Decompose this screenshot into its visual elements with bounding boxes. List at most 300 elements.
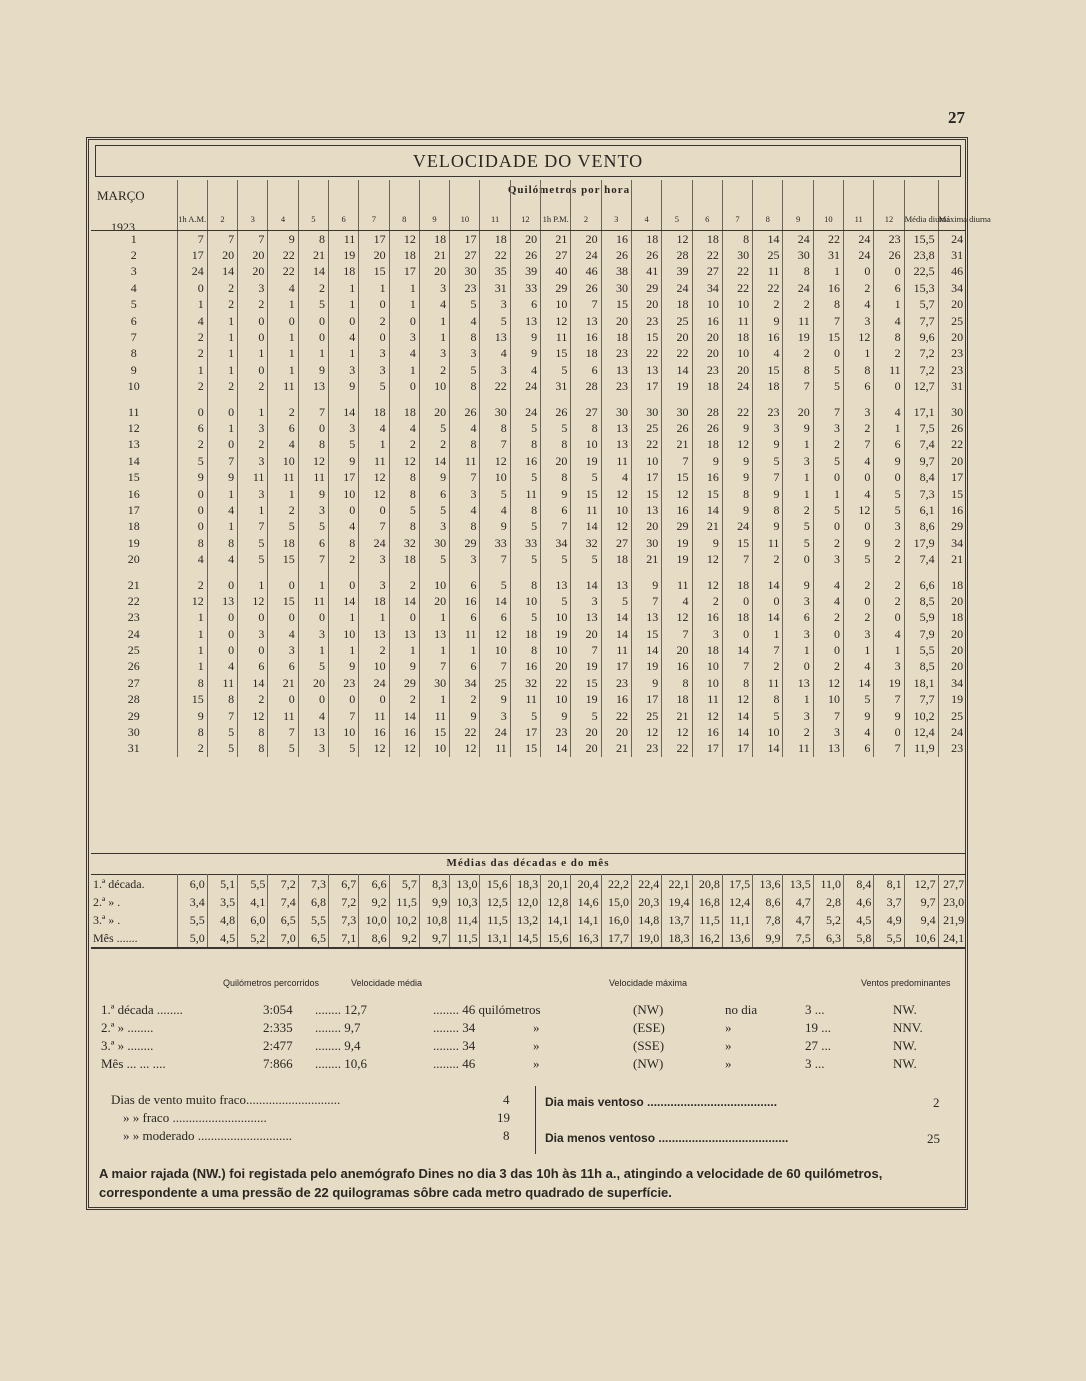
mean-cell: 12,7: [904, 875, 938, 894]
hour-header: 3: [238, 180, 268, 231]
hour-header: 9: [419, 180, 449, 231]
value-cell: 1: [207, 362, 237, 378]
value-cell: 2: [177, 379, 207, 395]
divider: [535, 1086, 536, 1154]
value-cell: 30: [631, 535, 661, 551]
value-cell: 5: [419, 551, 449, 567]
value-cell: 11: [359, 453, 389, 469]
value-cell: 4: [389, 420, 419, 436]
value-cell: 5: [419, 420, 449, 436]
value-cell: 9,7: [904, 453, 938, 469]
summary-nodia: »: [725, 1020, 732, 1035]
value-cell: 22: [631, 437, 661, 453]
value-cell: 2: [753, 551, 783, 567]
value-cell: 22: [813, 231, 843, 248]
value-cell: 12: [813, 675, 843, 691]
value-cell: 5: [480, 313, 510, 329]
value-cell: 14: [601, 626, 631, 642]
value-cell: 3: [238, 420, 268, 436]
value-cell: 19: [662, 535, 692, 551]
mean-cell: 3,4: [177, 893, 207, 911]
value-cell: 2: [389, 437, 419, 453]
value-cell: 12: [389, 231, 419, 248]
value-cell: 5,9: [904, 610, 938, 626]
value-cell: 29: [938, 519, 966, 535]
value-cell: 5: [753, 708, 783, 724]
value-cell: 5: [813, 502, 843, 518]
value-cell: 12: [298, 453, 328, 469]
value-cell: 1: [419, 329, 449, 345]
mean-cell: 7,3: [328, 911, 358, 929]
day-cell: 5: [130, 297, 137, 312]
value-cell: 0: [874, 379, 904, 395]
value-cell: 8: [844, 362, 874, 378]
value-cell: 5: [571, 708, 601, 724]
value-cell: 20: [359, 247, 389, 263]
value-cell: 1: [844, 642, 874, 658]
value-cell: 0: [389, 313, 419, 329]
value-cell: 25: [938, 313, 966, 329]
value-cell: 20: [571, 724, 601, 740]
value-cell: 30: [631, 404, 661, 420]
value-cell: 1: [298, 577, 328, 593]
hour-header: 4: [631, 180, 661, 231]
value-cell: 9: [328, 659, 358, 675]
value-cell: 0: [268, 577, 298, 593]
value-cell: 1: [177, 642, 207, 658]
day-cell: 17: [127, 502, 140, 517]
value-cell: 13: [631, 502, 661, 518]
mean-cell: 14,5: [510, 929, 540, 948]
value-cell: 0: [844, 264, 874, 280]
value-cell: 25: [938, 708, 966, 724]
value-cell: 15: [722, 535, 752, 551]
period-cell: Mês .......: [93, 930, 138, 945]
mean-cell: 9,9: [419, 893, 449, 911]
value-cell: 5: [510, 708, 540, 724]
hour-header: 7: [359, 180, 389, 231]
value-cell: 11: [571, 502, 601, 518]
value-cell: 20: [938, 297, 966, 313]
value-cell: 16: [662, 502, 692, 518]
value-cell: 0: [813, 626, 843, 642]
value-cell: 9: [753, 486, 783, 502]
value-cell: 5: [298, 519, 328, 535]
value-cell: 14: [571, 519, 601, 535]
summary-maxv: ........ 46 quilómetros: [433, 1002, 541, 1017]
value-cell: 28: [662, 247, 692, 263]
hour-header: 11: [844, 180, 874, 231]
value-cell: 8: [177, 724, 207, 740]
day-cell: 1: [130, 231, 137, 246]
day-cell: 18: [127, 519, 140, 534]
value-cell: 9: [510, 329, 540, 345]
weak-value: 19: [497, 1110, 510, 1125]
value-cell: 9: [541, 708, 571, 724]
value-cell: 1: [207, 346, 237, 362]
value-cell: 5: [238, 535, 268, 551]
summary-km: 7:866: [263, 1056, 293, 1071]
value-cell: 27: [571, 404, 601, 420]
mean-cell: 6,7: [328, 875, 358, 894]
value-cell: 30: [419, 675, 449, 691]
value-cell: 2: [874, 346, 904, 362]
value-cell: 9: [753, 519, 783, 535]
summary-maxv: ........ 34: [433, 1038, 476, 1053]
summary-avg: ........ 10,6: [315, 1056, 367, 1071]
value-cell: 5: [874, 486, 904, 502]
value-cell: 32: [389, 535, 419, 551]
value-cell: 26: [601, 247, 631, 263]
value-cell: 1: [298, 642, 328, 658]
value-cell: 18: [359, 593, 389, 609]
value-cell: 3: [450, 486, 480, 502]
value-cell: 2: [783, 346, 813, 362]
value-cell: 18: [938, 610, 966, 626]
hour-header: 9: [783, 180, 813, 231]
value-cell: 21: [298, 247, 328, 263]
value-cell: 10: [359, 659, 389, 675]
table-row: [91, 420, 966, 436]
value-cell: 26: [692, 420, 722, 436]
value-cell: 3: [844, 313, 874, 329]
wind-velocity-frame: [86, 137, 991, 1210]
value-cell: 0: [268, 313, 298, 329]
value-cell: 8: [510, 437, 540, 453]
value-cell: 3: [238, 626, 268, 642]
summary-day: 27 ...: [805, 1038, 831, 1053]
value-cell: 0: [813, 519, 843, 535]
value-cell: 12: [631, 724, 661, 740]
value-cell: 2: [753, 297, 783, 313]
summary-nodia: no dia: [725, 1002, 758, 1017]
mean-cell: 9,4: [904, 911, 938, 929]
value-cell: 18: [601, 551, 631, 567]
value-cell: 8: [510, 577, 540, 593]
value-cell: 20: [207, 247, 237, 263]
very-weak-value: 4: [503, 1092, 510, 1107]
value-cell: 1: [389, 642, 419, 658]
value-cell: 5: [783, 535, 813, 551]
value-cell: 17: [631, 379, 661, 395]
value-cell: 6: [783, 610, 813, 626]
value-cell: 5,7: [904, 297, 938, 313]
value-cell: 12: [389, 453, 419, 469]
mean-cell: 14,1: [541, 911, 571, 929]
mean-cell: 6,3: [813, 929, 843, 948]
value-cell: 0: [207, 610, 237, 626]
value-cell: 18: [692, 437, 722, 453]
value-cell: 17: [631, 692, 661, 708]
value-cell: 33: [480, 535, 510, 551]
value-cell: 8: [177, 675, 207, 691]
value-cell: 31: [938, 379, 966, 395]
value-cell: 1: [874, 420, 904, 436]
value-cell: 10: [631, 453, 661, 469]
value-cell: 14: [722, 708, 752, 724]
value-cell: 4: [662, 593, 692, 609]
value-cell: 6,1: [904, 502, 938, 518]
mean-cell: 4,5: [207, 929, 237, 948]
value-cell: 9: [207, 469, 237, 485]
mean-cell: 20,1: [541, 875, 571, 894]
value-cell: 27: [692, 264, 722, 280]
value-cell: 0: [177, 519, 207, 535]
value-cell: 4: [177, 551, 207, 567]
value-cell: 9: [480, 692, 510, 708]
value-cell: 1: [783, 692, 813, 708]
mean-cell: 11,5: [692, 911, 722, 929]
value-cell: 7: [207, 453, 237, 469]
value-cell: 4: [601, 469, 631, 485]
value-cell: 4: [450, 313, 480, 329]
table-row: [91, 551, 966, 567]
value-cell: 5: [328, 437, 358, 453]
value-cell: 9: [177, 708, 207, 724]
mean-cell: 7,8: [753, 911, 783, 929]
value-cell: 7: [328, 708, 358, 724]
value-cell: 6,6: [904, 577, 938, 593]
value-cell: 2: [207, 297, 237, 313]
value-cell: 11: [692, 692, 722, 708]
value-cell: 22: [631, 346, 661, 362]
value-cell: 30: [450, 264, 480, 280]
means-caption: Médias das décadas e do mês: [91, 853, 965, 869]
value-cell: 9: [177, 469, 207, 485]
value-cell: 3: [874, 519, 904, 535]
value-cell: 9: [722, 469, 752, 485]
value-cell: 1: [207, 313, 237, 329]
mean-cell: 5,2: [238, 929, 268, 948]
mean-cell: 5,5: [298, 911, 328, 929]
value-cell: 2: [844, 280, 874, 296]
value-cell: 0: [813, 346, 843, 362]
mean-cell: 4,7: [783, 893, 813, 911]
value-cell: 0: [177, 280, 207, 296]
value-cell: 2: [813, 535, 843, 551]
value-cell: 23: [601, 346, 631, 362]
value-cell: 1: [419, 692, 449, 708]
value-cell: 10: [722, 346, 752, 362]
value-cell: 16: [753, 329, 783, 345]
value-cell: 17: [722, 741, 752, 757]
mean-cell: 20,3: [631, 893, 661, 911]
value-cell: 15: [268, 551, 298, 567]
value-cell: 1: [450, 642, 480, 658]
value-cell: 22: [938, 437, 966, 453]
value-cell: 19: [571, 692, 601, 708]
value-cell: 9,6: [904, 329, 938, 345]
table-row: [91, 437, 966, 453]
value-cell: 8: [328, 535, 358, 551]
value-cell: 18: [692, 379, 722, 395]
value-cell: 18,1: [904, 675, 938, 691]
value-cell: 31: [938, 247, 966, 263]
header-winds: Ventos predominantes: [861, 978, 951, 988]
value-cell: 20: [571, 741, 601, 757]
value-cell: 16: [450, 593, 480, 609]
value-cell: 11: [783, 741, 813, 757]
value-cell: 7: [238, 519, 268, 535]
value-cell: 8: [389, 486, 419, 502]
value-cell: 9: [298, 486, 328, 502]
value-cell: 12: [601, 486, 631, 502]
value-cell: 16: [938, 502, 966, 518]
value-cell: 0: [298, 329, 328, 345]
value-cell: 0: [844, 593, 874, 609]
value-cell: 1: [177, 610, 207, 626]
day-cell: 13: [127, 437, 140, 452]
value-cell: 3: [268, 642, 298, 658]
value-cell: 15: [601, 297, 631, 313]
value-cell: 7: [238, 231, 268, 248]
value-cell: 8: [207, 692, 237, 708]
value-cell: 10: [692, 659, 722, 675]
mean-cell: 4,1: [238, 893, 268, 911]
value-cell: 19: [631, 659, 661, 675]
day-cell: 29: [127, 708, 140, 723]
value-cell: 7: [844, 437, 874, 453]
value-cell: 23: [541, 724, 571, 740]
value-cell: 9: [783, 420, 813, 436]
value-cell: 0: [874, 724, 904, 740]
value-cell: 1: [207, 519, 237, 535]
mean-cell: 13,7: [662, 911, 692, 929]
value-cell: 23: [874, 231, 904, 248]
table-row: [91, 708, 966, 724]
value-cell: 23: [601, 675, 631, 691]
value-cell: 1: [783, 486, 813, 502]
summary-label: Mês ... ... ....: [101, 1056, 166, 1071]
value-cell: 15,3: [904, 280, 938, 296]
value-cell: 1: [419, 642, 449, 658]
value-cell: 5: [571, 469, 601, 485]
value-cell: 3: [298, 741, 328, 757]
value-cell: 20: [938, 329, 966, 345]
summary-row: [93, 1056, 963, 1074]
value-cell: 1: [238, 502, 268, 518]
value-cell: 26: [662, 420, 692, 436]
value-cell: 6: [419, 486, 449, 502]
mean-cell: 10,6: [904, 929, 938, 948]
value-cell: 21: [419, 247, 449, 263]
value-cell: 12: [692, 577, 722, 593]
value-cell: 0: [328, 502, 358, 518]
value-cell: 3: [813, 724, 843, 740]
value-cell: 20: [238, 247, 268, 263]
value-cell: 22: [692, 247, 722, 263]
value-cell: 2: [844, 610, 874, 626]
value-cell: 1: [753, 626, 783, 642]
value-cell: 20: [419, 264, 449, 280]
value-cell: 18: [662, 692, 692, 708]
value-cell: 17: [328, 469, 358, 485]
value-cell: 26: [450, 404, 480, 420]
value-cell: 1: [419, 313, 449, 329]
value-cell: 8: [662, 675, 692, 691]
value-cell: 3: [753, 420, 783, 436]
day-cell: 7: [130, 330, 137, 345]
value-cell: 0: [753, 593, 783, 609]
value-cell: 14: [298, 264, 328, 280]
value-cell: 1: [874, 642, 904, 658]
value-cell: 0: [844, 519, 874, 535]
value-cell: 33: [510, 535, 540, 551]
value-cell: 4: [268, 626, 298, 642]
value-cell: 34: [938, 675, 966, 691]
value-cell: 16: [813, 280, 843, 296]
value-cell: 0: [874, 610, 904, 626]
value-cell: 19: [541, 626, 571, 642]
mean-cell: 7,2: [328, 893, 358, 911]
value-cell: 12: [662, 610, 692, 626]
value-cell: 12,4: [904, 724, 938, 740]
mean-cell: 9,2: [359, 893, 389, 911]
value-cell: 2: [238, 379, 268, 395]
hour-header: 6: [692, 180, 722, 231]
summary-wind: NW.: [893, 1002, 917, 1017]
value-cell: 7,2: [904, 362, 938, 378]
value-cell: 1: [419, 610, 449, 626]
hour-header: 3: [601, 180, 631, 231]
value-cell: 15: [571, 486, 601, 502]
value-cell: 15: [571, 675, 601, 691]
value-cell: 15,5: [904, 231, 938, 248]
value-cell: 23: [938, 346, 966, 362]
value-cell: 19: [571, 453, 601, 469]
value-cell: 0: [328, 577, 358, 593]
value-cell: 10: [328, 724, 358, 740]
mean-cell: 5,5: [874, 929, 904, 948]
value-cell: 26: [938, 420, 966, 436]
value-cell: 30: [601, 280, 631, 296]
value-cell: 14: [571, 577, 601, 593]
value-cell: 15: [813, 329, 843, 345]
value-cell: 4: [844, 659, 874, 675]
mean-cell: 11,4: [450, 911, 480, 929]
value-cell: 13: [298, 724, 328, 740]
value-cell: 23: [328, 675, 358, 691]
value-cell: 9: [510, 346, 540, 362]
value-cell: 1: [359, 610, 389, 626]
value-cell: 29: [389, 675, 419, 691]
value-cell: 12: [662, 231, 692, 248]
value-cell: 8: [450, 379, 480, 395]
value-cell: 8: [450, 329, 480, 345]
summary-dir: (NW): [633, 1002, 664, 1017]
value-cell: 20: [571, 626, 601, 642]
value-cell: 4: [389, 346, 419, 362]
mean-cell: 22,2: [601, 875, 631, 894]
value-cell: 8: [753, 502, 783, 518]
table-row: [91, 741, 966, 757]
value-cell: 3: [783, 593, 813, 609]
value-cell: 5: [298, 659, 328, 675]
value-cell: 29: [631, 280, 661, 296]
value-cell: 33: [510, 280, 540, 296]
value-cell: 1: [298, 346, 328, 362]
summary-label: 2.ª » ........: [101, 1020, 154, 1035]
value-cell: 17: [938, 469, 966, 485]
mean-cell: 13,1: [480, 929, 510, 948]
value-cell: 4: [510, 362, 540, 378]
value-cell: 12: [359, 486, 389, 502]
table-row: [91, 692, 966, 708]
value-cell: 13: [571, 313, 601, 329]
summary-unit: »: [533, 1038, 540, 1053]
value-cell: 4: [450, 420, 480, 436]
mean-cell: 5,2: [813, 911, 843, 929]
